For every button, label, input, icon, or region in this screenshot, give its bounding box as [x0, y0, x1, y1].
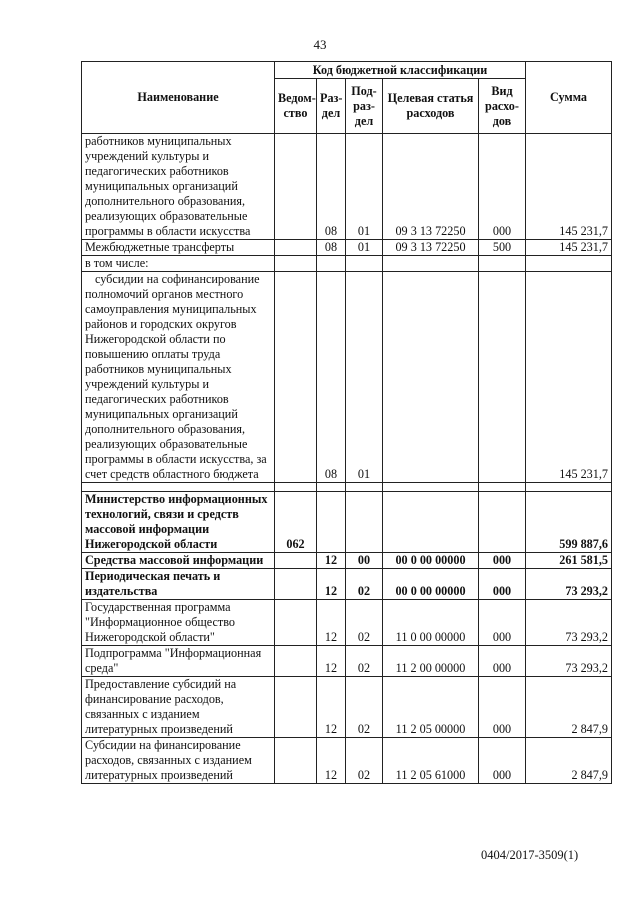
- row-vedomstvo: [275, 272, 317, 483]
- row-podrazdel: 02: [346, 738, 383, 784]
- header-vedomstvo: Ведом-ство: [275, 79, 317, 134]
- row-vedomstvo: [275, 677, 317, 738]
- row-podrazdel: 01: [346, 272, 383, 483]
- row-podrazdel: [346, 492, 383, 553]
- row-razdel: [317, 256, 346, 272]
- row-razdel: 12: [317, 553, 346, 569]
- row-razdel: 12: [317, 600, 346, 646]
- row-name: в том числе:: [82, 256, 275, 272]
- row-razdel: 08: [317, 240, 346, 256]
- row-target: 00 0 00 00000: [383, 553, 479, 569]
- row-vid: 000: [479, 600, 526, 646]
- row-name: Субсидии на финансирование расходов, связанных с изданием литературных произведений: [82, 738, 275, 784]
- row-vid: [479, 483, 526, 492]
- row-vedomstvo: [275, 256, 317, 272]
- table-row: [82, 256, 612, 272]
- row-name: Подпрограмма "Информационная среда": [82, 646, 275, 677]
- row-vedomstvo: [275, 134, 317, 240]
- row-sum: 145 231,7: [526, 240, 612, 256]
- header-name: Наименование: [82, 62, 275, 134]
- row-vedomstvo: [275, 738, 317, 784]
- row-sum: 2 847,9: [526, 738, 612, 784]
- row-vid: 500: [479, 240, 526, 256]
- row-vid: 000: [479, 134, 526, 240]
- table-row: [82, 553, 612, 569]
- row-sum: [526, 483, 612, 492]
- table-row: [82, 569, 612, 600]
- row-razdel: 08: [317, 134, 346, 240]
- table-row: [82, 492, 612, 553]
- header-podrazdel: Под-раз-дел: [346, 79, 383, 134]
- row-vedomstvo: 062: [275, 492, 317, 553]
- row-vid: 000: [479, 738, 526, 784]
- row-name: Государственная программа "Информационное общество Нижегородской области": [82, 600, 275, 646]
- row-target: [383, 492, 479, 553]
- row-target: 11 0 00 00000: [383, 600, 479, 646]
- row-vedomstvo: [275, 646, 317, 677]
- row-razdel: [317, 483, 346, 492]
- header-vid: Вид расхо-дов: [479, 79, 526, 134]
- row-podrazdel: 02: [346, 569, 383, 600]
- row-sum: 2 847,9: [526, 677, 612, 738]
- row-sum: 599 887,6: [526, 492, 612, 553]
- row-razdel: 12: [317, 646, 346, 677]
- row-sum: 73 293,2: [526, 569, 612, 600]
- table-row: [82, 600, 612, 646]
- row-podrazdel: 00: [346, 553, 383, 569]
- row-podrazdel: 01: [346, 134, 383, 240]
- row-target: 00 0 00 00000: [383, 569, 479, 600]
- row-target: 09 3 13 72250: [383, 240, 479, 256]
- row-sum: 145 231,7: [526, 134, 612, 240]
- row-sum: 145 231,7: [526, 272, 612, 483]
- row-name: работников муниципальных учреждений культуры и педагогических работников муниципальных организаций дополнительного образования, реализующих образовательные программы в области искусства: [82, 134, 275, 240]
- row-vedomstvo: [275, 240, 317, 256]
- header-sum: Сумма: [526, 62, 612, 134]
- row-name: Министерство информационных технологий, связи и средств массовой информации Нижегородской области: [82, 492, 275, 553]
- row-name: Предоставление субсидий на финансирование расходов, связанных с изданием литературных произведений: [82, 677, 275, 738]
- row-sum: 73 293,2: [526, 646, 612, 677]
- table-row: [82, 240, 612, 256]
- page-number: 43: [313, 37, 327, 52]
- row-name: Средства массовой информации: [82, 553, 275, 569]
- row-vid: 000: [479, 569, 526, 600]
- row-podrazdel: 02: [346, 646, 383, 677]
- budget-table: [81, 61, 612, 784]
- row-podrazdel: 02: [346, 677, 383, 738]
- row-name: Межбюджетные трансферты: [82, 240, 275, 256]
- table-row: [82, 738, 612, 784]
- table-row: [82, 677, 612, 738]
- row-name: [82, 483, 275, 492]
- row-podrazdel: [346, 483, 383, 492]
- header-code-group: Код бюджетной классификации: [275, 62, 526, 79]
- row-vid: 000: [479, 553, 526, 569]
- row-target: [383, 256, 479, 272]
- row-target: 11 2 05 61000: [383, 738, 479, 784]
- row-sum: [526, 256, 612, 272]
- row-sum: 261 581,5: [526, 553, 612, 569]
- table-row: [82, 646, 612, 677]
- row-vedomstvo: [275, 553, 317, 569]
- row-name: субсидии на софинансирование полномочий органов местного самоуправления муниципальных районов и городских округов Нижегородской области по повышению оплаты труда работников муниципальных учреждений культуры и педагогических работников муниципальных организаций дополнительного образования, реализующих образовательные программы в области искусства, за счет средств областного бюджета: [82, 272, 275, 483]
- row-target: [383, 272, 479, 483]
- row-name: Периодическая печать и издательства: [82, 569, 275, 600]
- header-razdel: Раз-дел: [317, 79, 346, 134]
- row-vid: [479, 492, 526, 553]
- row-vedomstvo: [275, 483, 317, 492]
- row-vedomstvo: [275, 600, 317, 646]
- row-razdel: [317, 492, 346, 553]
- header-target: Целевая статья расходов: [383, 79, 479, 134]
- document-code: 0404/2017-3509(1): [481, 848, 579, 862]
- row-vid: [479, 256, 526, 272]
- row-podrazdel: 02: [346, 600, 383, 646]
- table-row: [82, 483, 612, 492]
- row-target: 11 2 00 00000: [383, 646, 479, 677]
- row-vedomstvo: [275, 569, 317, 600]
- row-vid: 000: [479, 677, 526, 738]
- row-sum: 73 293,2: [526, 600, 612, 646]
- row-target: [383, 483, 479, 492]
- row-vid: [479, 272, 526, 483]
- row-razdel: 12: [317, 677, 346, 738]
- row-target: 09 3 13 72250: [383, 134, 479, 240]
- table-row: [82, 272, 612, 483]
- table-row: [82, 134, 612, 240]
- row-target: 11 2 05 00000: [383, 677, 479, 738]
- row-razdel: 08: [317, 272, 346, 483]
- row-vid: 000: [479, 646, 526, 677]
- row-razdel: 12: [317, 569, 346, 600]
- row-razdel: 12: [317, 738, 346, 784]
- row-podrazdel: 01: [346, 240, 383, 256]
- row-podrazdel: [346, 256, 383, 272]
